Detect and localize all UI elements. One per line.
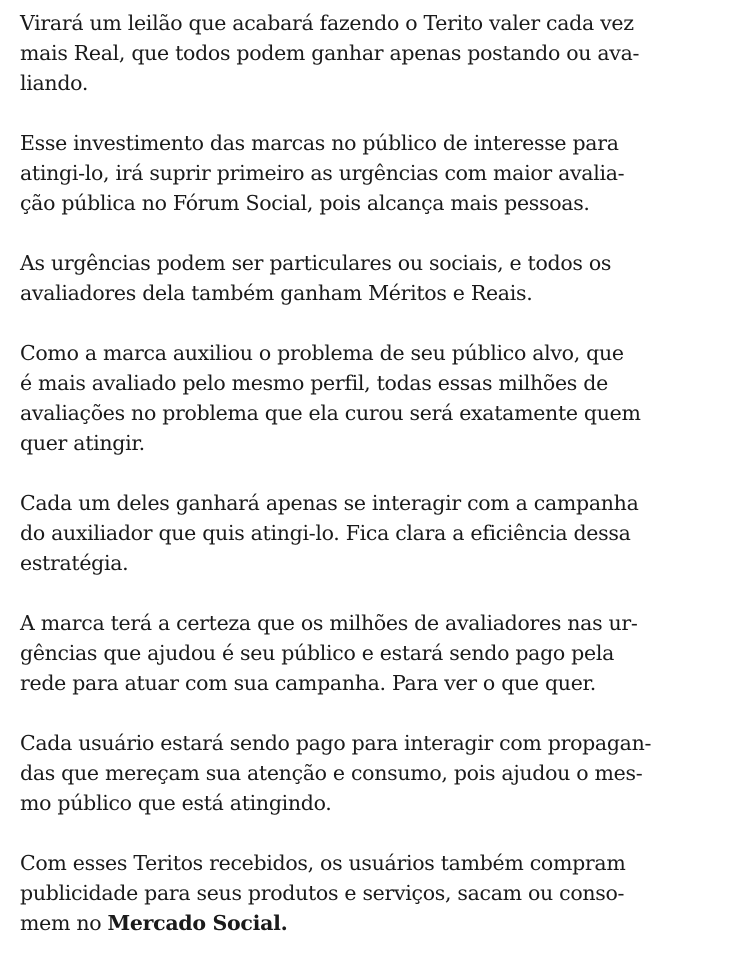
text-line: publicidade para seus produtos e serviços, sacam ou conso- xyxy=(20,881,625,905)
text-line: gências que ajudou é seu público e estará sendo pago pela xyxy=(20,641,615,665)
text-line: estratégia. xyxy=(20,551,129,575)
mercado-social-emphasis: Mercado Social. xyxy=(107,911,288,935)
paragraph-7 xyxy=(20,728,730,818)
text-line: das que mereçam sua atenção e consumo, pois ajudou o mes- xyxy=(20,761,643,785)
text-line: Cada usuário estará sendo pago para interagir com propagan- xyxy=(20,731,652,755)
paragraph-5 xyxy=(20,488,730,578)
text-line: mais Real, que todos podem ganhar apenas postando ou ava- xyxy=(20,41,640,65)
text-line: avaliações no problema que ela curou será exatamente quem xyxy=(20,401,641,425)
text-line: Esse investimento das marcas no público de interesse para xyxy=(20,131,619,155)
text-line: Cada um deles ganhará apenas se interagir com a campanha xyxy=(20,491,639,515)
text-line: As urgências podem ser particulares ou sociais, e todos os xyxy=(20,251,612,275)
paragraph-8 xyxy=(20,848,730,938)
text-line: é mais avaliado pelo mesmo perfil, todas essas milhões de xyxy=(20,371,608,395)
text-line: Virará um leilão que acabará fazendo o Terito valer cada vez xyxy=(20,11,634,35)
text-line: atingi-lo, irá suprir primeiro as urgências com maior avalia- xyxy=(20,161,625,185)
text-line: avaliadores dela também ganham Méritos e Reais. xyxy=(20,281,533,305)
text-line: rede para atuar com sua campanha. Para ver o que quer. xyxy=(20,671,596,695)
document-body xyxy=(20,8,730,938)
text-line: liando. xyxy=(20,71,89,95)
paragraph-6 xyxy=(20,608,730,698)
text-line: ção pública no Fórum Social, pois alcança mais pessoas. xyxy=(20,191,590,215)
paragraph-3 xyxy=(20,248,730,308)
text-line: mo público que está atingindo. xyxy=(20,791,332,815)
text-line: Como a marca auxiliou o problema de seu público alvo, que xyxy=(20,341,624,365)
text-line-prefix: mem no xyxy=(20,911,108,935)
paragraph-4 xyxy=(20,338,730,458)
text-line xyxy=(20,908,730,938)
text-line: Com esses Teritos recebidos, os usuários também compram xyxy=(20,851,626,875)
text-line: A marca terá a certeza que os milhões de avaliadores nas ur- xyxy=(20,611,638,635)
text-line: do auxiliador que quis atingi-lo. Fica clara a eficiência dessa xyxy=(20,521,631,545)
paragraph-2 xyxy=(20,128,730,218)
text-line: quer atingir. xyxy=(20,431,145,455)
paragraph-1 xyxy=(20,8,730,98)
